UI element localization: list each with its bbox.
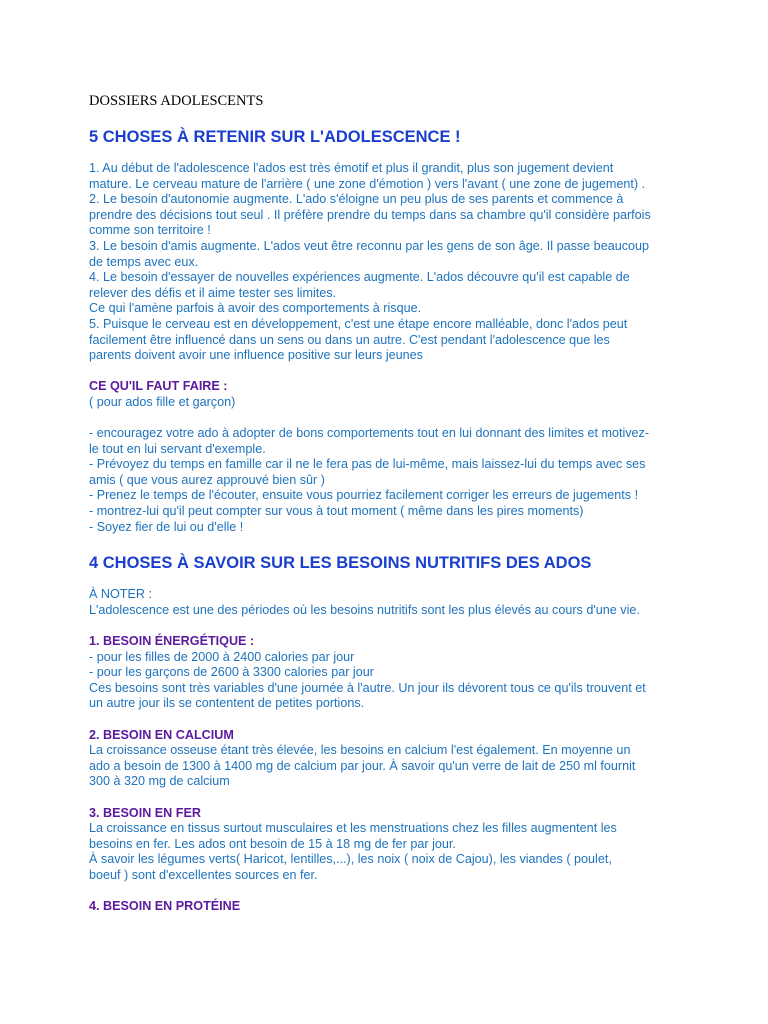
document-label: DOSSIERS ADOLESCENTS <box>89 93 264 109</box>
section-1-title: 5 CHOSES À RETENIR SUR L'ADOLESCENCE ! <box>89 128 461 146</box>
section-1-body: 1. Au début de l'adolescence l'ados est très émotif et plus il grandit, plus son jugement devient mature. Le cerveau mature de l'arrière ( une zone d'émotion ) vers l'avant ( une zone de jugement) . 2. Le besoin d'autonomie augmente. L'ado s'éloigne un peu plus de ses parents et commence à prendre des décisions tout seul . Il préfère prendre du temps dans sa chambre qu'il considère parfois comme son territoire ! 3. Le besoin d'amis augmente. L'ados veut être reconnu par les gens de son âge. Il passe beaucoup de temps avec eux. 4. Le besoin d'essayer de nouvelles expériences augmente. L'ados découvre qu'il est capable de relever des défis et il aime tester ses limites. Ce qui l'amène parfois à avoir des comportements à risque. 5. Puisque le cerveau est en développement, c'est une étape encore malléable, donc l'ados peut facilement être influencé dans un sens ou dans un autre. C'est pendant l'adolescence que les parents doivent avoir une influence positive sur leurs jeunes <box>89 161 651 363</box>
todo-body: - encouragez votre ado à adopter de bons comportements tout en lui donnant des limites et motivez- le tout en lui servant d'exemple. - Prévoyez du temps en famille car il ne le fera pas de lui-même, mais laissez-lui du temps avec ses amis ( que vous aurez approuvé bien sûr ) - Prenez le temps de l'écouter, ensuite vous pourriez facilement corriger les erreurs de jugements ! - montrez-lui qu'il peut compter sur vous à tout moment ( même dans les pires moments) - Soyez fier de lui ou d'elle ! <box>89 426 650 534</box>
need-energy-body: - pour les filles de 2000 à 2400 calories par jour - pour les garçons de 2600 à 3300 calories par jour Ces besoins sont très variables d'une journée à l'autre. Un jour ils dévorent tous ce qu'ils trouvent et un autre jour ils se contentent de petites portions. <box>89 649 646 711</box>
need-protein-heading: 4. BESOIN EN PROTÉINE <box>89 899 241 914</box>
section-2-title: 4 CHOSES À SAVOIR SUR LES BESOINS NUTRITIFS DES ADOS <box>89 554 592 573</box>
spacer <box>89 411 681 427</box>
todo-subtitle: ( pour ados fille et garçon) <box>89 394 236 409</box>
need-calcium-heading: 2. BESOIN EN CALCIUM <box>89 727 234 742</box>
document-page <box>89 92 681 915</box>
need-calcium-body: La croissance osseuse étant très élevée, les besoins en calcium l'est également. En moyenne un ado a besoin de 1300 à 1400 mg de calcium par jour. À savoir qu'un verre de lait de 250 ml fournit 300 à 320 mg de calcium <box>89 743 636 789</box>
need-energy-heading: 1. BESOIN ÉNERGÉTIQUE : <box>89 634 255 649</box>
todo-heading: CE QU'IL FAUT FAIRE : <box>89 379 228 394</box>
need-iron-heading: 3. BESOIN EN FER <box>89 805 201 820</box>
need-iron-body: La croissance en tissus surtout musculaires et les menstruations chez les filles augmentent les besoins en fer. Les ados ont besoin de 15 à 18 mg de fer par jour. À savoir les légumes verts( Haricot, lentilles,...), les noix ( noix de Cajou), les viandes ( poulet, boeuf ) sont d'excellentes sources en fer. <box>89 821 617 882</box>
section-2-note: À NOTER : L'adolescence est une des périodes où les besoins nutritifs sont les plus élevés au cours d'une vie. <box>89 587 640 617</box>
